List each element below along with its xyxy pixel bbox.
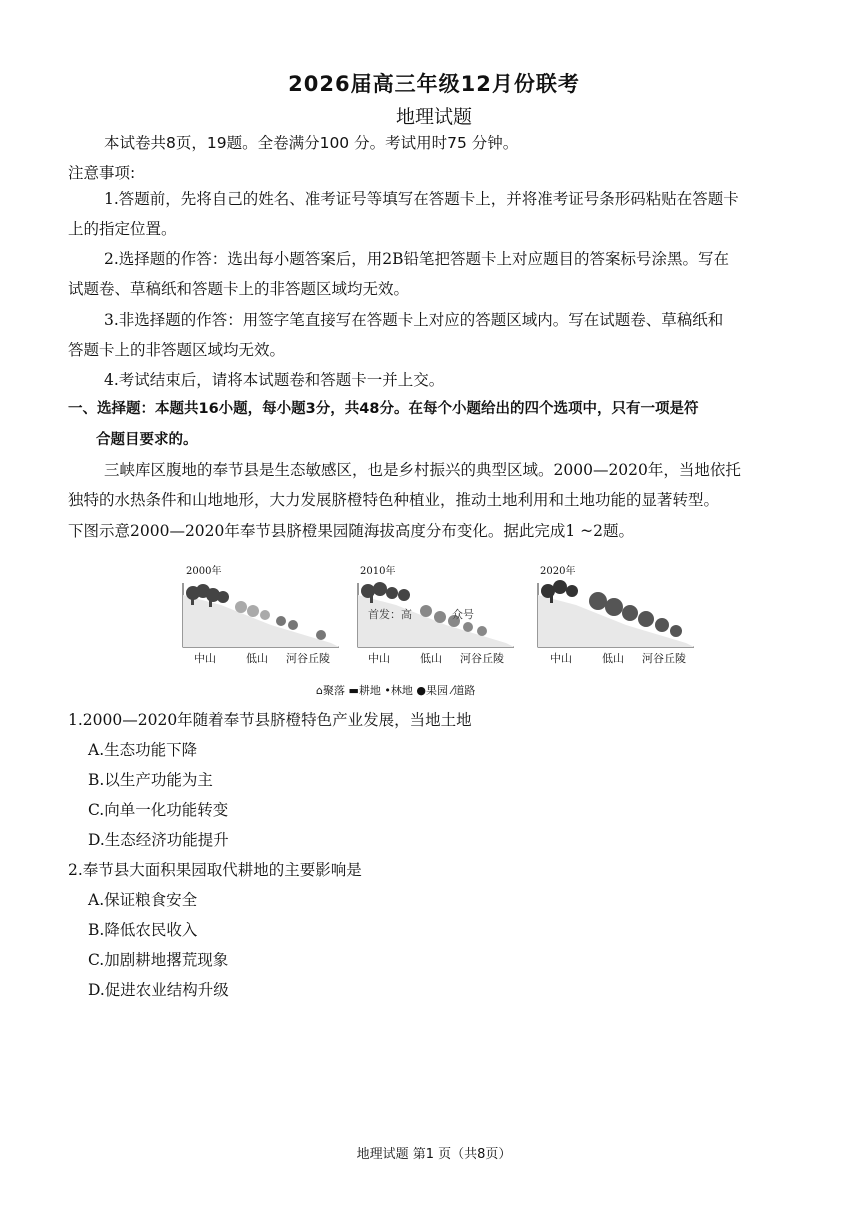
passage-line: 独特的水热条件和山地地形，大力发展脐橙特色种植业，推动土地利用和土地功能的显著转型。 [68, 491, 720, 509]
notes-heading: 注意事项: [68, 164, 136, 182]
legend-item: 林地 [390, 684, 413, 697]
land-use-diagram [176, 555, 696, 700]
note-line: 4.考试结束后，请将本试题卷和答题卡一并上交。 [104, 371, 445, 389]
legend-item: 耕地 [358, 684, 381, 697]
question-option: D.生态经济功能提升 [88, 831, 229, 849]
watermark-text: 首发：高 [368, 608, 412, 621]
figure-legend [316, 682, 475, 698]
terrain-label: 中山 [368, 652, 390, 665]
panel-year: 2010年 [360, 566, 396, 577]
legend-item: 聚落 [322, 684, 345, 697]
land-use-figure [176, 555, 696, 700]
terrain-label: 低山 [246, 652, 268, 665]
legend-item: 果园 [426, 684, 448, 697]
panel-year: 2000年 [186, 566, 222, 577]
road-icon: ⁄ [451, 684, 454, 697]
panel-2000 [183, 583, 339, 647]
question-option: C.向单一化功能转变 [88, 801, 229, 819]
question-option: B.以生产功能为主 [88, 771, 213, 789]
question-stem: 1.2000—2020年随着奉节县脐橙特色产业发展，当地土地 [68, 711, 472, 729]
note-line: 2.选择题的作答：选出每小题答案后，用2B铅笔把答题卡上对应题目的答案标号涂黑。写在 [104, 250, 730, 268]
note-line: 3.非选择题的作答：用签字笔直接写在答题卡上对应的答题区域内。写在试题卷、草稿纸和 [104, 311, 724, 329]
section-heading-cont: 合题目要求的。 [96, 432, 198, 448]
terrain-label: 河谷丘陵 [286, 652, 330, 665]
note-line: 1.答题前，先将自己的姓名、准考证号等填写在答题卡上，并将准考证号条形码粘贴在答题卡 [104, 190, 739, 208]
terrain-label: 河谷丘陵 [460, 652, 504, 665]
passage-line: 三峡库区腹地的奉节县是生态敏感区，也是乡村振兴的典型区域。2000—2020年，当地依托 [104, 461, 741, 479]
subject-title: 地理试题 [395, 106, 472, 128]
terrain-label: 中山 [550, 652, 572, 665]
section-heading: 一、选择题：本题共16小题，每小题3分，共48分。在每个小题给出的四个选项中，只有一项是符 [68, 401, 699, 417]
question-option: A.生态功能下降 [88, 741, 198, 759]
question-option: C.加剧耕地撂荒现象 [88, 951, 229, 969]
forest-icon: • [384, 684, 391, 697]
note-line: 上的指定位置。 [68, 220, 177, 238]
settlement-icon: ⌂ [316, 684, 323, 697]
panel-2020 [538, 580, 694, 647]
note-line: 答题卡上的非答题区域均无效。 [68, 341, 286, 359]
note-line: 试题卷、草稿纸和答题卡上的非答题区域均无效。 [68, 280, 410, 298]
page-footer: 地理试题 第1 页（共8页） [356, 1147, 512, 1162]
watermark-text: 众号 [452, 608, 474, 621]
terrain-label: 中山 [194, 652, 216, 665]
orchard-icon: ● [416, 684, 426, 697]
intro-text: 本试卷共8页，19题。全卷满分100 分。考试用时75 分钟。 [104, 134, 519, 152]
question-option: B.降低农民收入 [88, 921, 198, 939]
legend-item: 道路 [453, 684, 476, 697]
passage-line: 下图示意2000—2020年奉节县脐橙果园随海拔高度分布变化。据此完成1 ~2题。 [68, 522, 635, 540]
terrain-label: 低山 [602, 652, 624, 665]
terrain-label: 河谷丘陵 [642, 652, 686, 665]
terrain-label: 低山 [420, 652, 442, 665]
panel-year: 2020年 [540, 566, 576, 577]
farmland-icon: ▬ [348, 684, 359, 697]
exam-title: 2026届高三年级12月份联考 [288, 72, 580, 96]
question-option: A.保证粮食安全 [88, 891, 198, 909]
question-stem: 2.奉节县大面积果园取代耕地的主要影响是 [68, 861, 362, 879]
question-option: D.促进农业结构升级 [88, 981, 229, 999]
